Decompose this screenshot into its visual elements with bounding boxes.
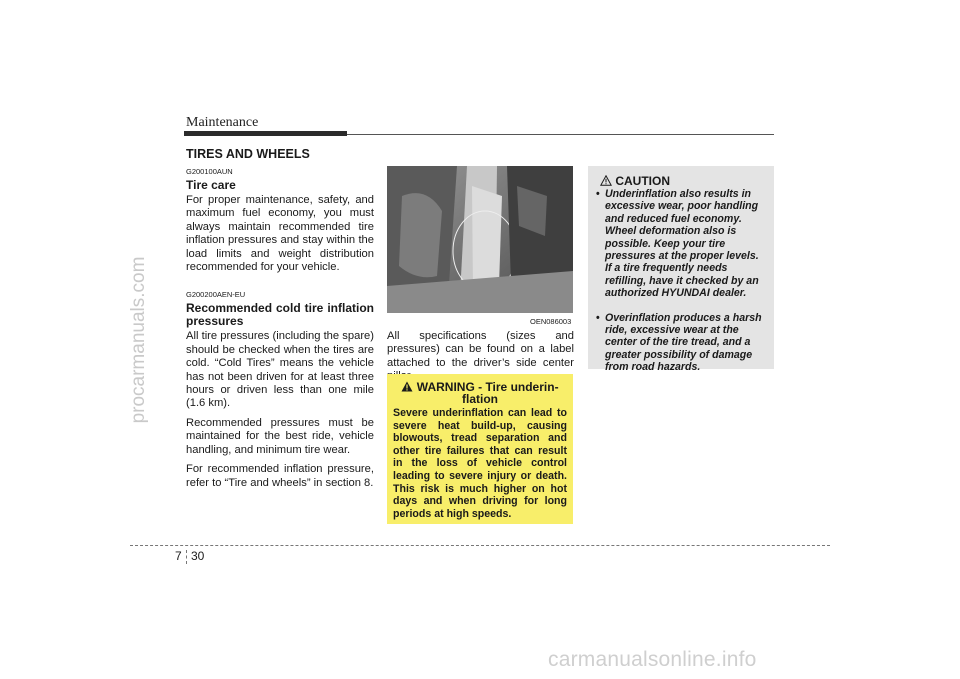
footer-section-number: 7 (175, 549, 182, 563)
section-title: TIRES AND WHEELS (186, 147, 310, 161)
figure-code: OEN086003 (530, 317, 572, 326)
caution-list (596, 188, 768, 386)
figure-caption: All specifications (sizes and pressures) can be found on a label attached to the driver’s side center (387, 330, 574, 369)
header-title: Maintenance (186, 115, 259, 130)
warning-title: WARNING - Tire underin-flation (416, 380, 559, 406)
side-watermark: procarmanuals.com (128, 256, 149, 424)
heading-cold-pressures: Recommended cold tire inflation pressures (186, 301, 374, 329)
code-tire-care: G200100AUN (186, 167, 233, 176)
left-column (186, 167, 374, 496)
footer-rule (130, 545, 830, 546)
caution-item: • Overinflation produces a harsh ride, excessive wear at the center of the tire tread, and a greater possibility of damage from road hazards. (596, 312, 768, 374)
code-cold-pressures: G200200AEN-EU (186, 290, 246, 300)
para-maintain-pressures: Recommended pressures must be maintained for the best ride, vehicle handling, and minimum tire wear. (186, 416, 374, 456)
heading-tire-care: Tire care (186, 178, 236, 192)
warning-box (387, 374, 573, 524)
warning-body: Severe underinflation can lead to severe heat build-up, causing blowouts, tread separation and other tire failures that can result in the loss of vehicle control leading to severe injury or death. This risk is much higher on hot days and when driving for long periods at high speeds. (393, 407, 567, 520)
caution-item: • Underinflation also results in excessive wear, poor handling and reduced fuel economy. Wheel deformation also is possible. Keep your tire pressures at the proper levels. If a tire frequently needs refilling, have it checked by an authorized HYUNDAI dealer. (596, 188, 768, 300)
para-refer-section: For recommended inflation pressure, refer to “Tire and wheels” in section 8. (186, 463, 374, 489)
footer-separator (186, 550, 187, 564)
door-pillar-photo (387, 166, 573, 313)
caution-title: CAUTION (615, 174, 671, 188)
header-rule (347, 134, 774, 135)
caution-box (588, 166, 774, 374)
caution-triangle-icon (600, 174, 615, 188)
para-tire-care: For proper maintenance, safety, and maximum fuel economy, you must always maintain recommended tire inflation pressures and stay within the load limits and weight distribution recommended for your vehicle. (186, 194, 374, 274)
header-bar (184, 131, 347, 136)
para-cold-tires: All tire pressures (including the spare) should be checked when the tires are cold. “Cold Tires” means the vehicle has not been driven for at least three hours or driven less than one mile (1.6 km). (186, 330, 374, 410)
bottom-watermark: carmanualsonline.info (548, 648, 757, 671)
warning-triangle-icon (401, 380, 416, 394)
warning-title-row (387, 381, 573, 405)
footer-page-number: 30 (191, 549, 205, 563)
caution-title-row (600, 174, 670, 188)
